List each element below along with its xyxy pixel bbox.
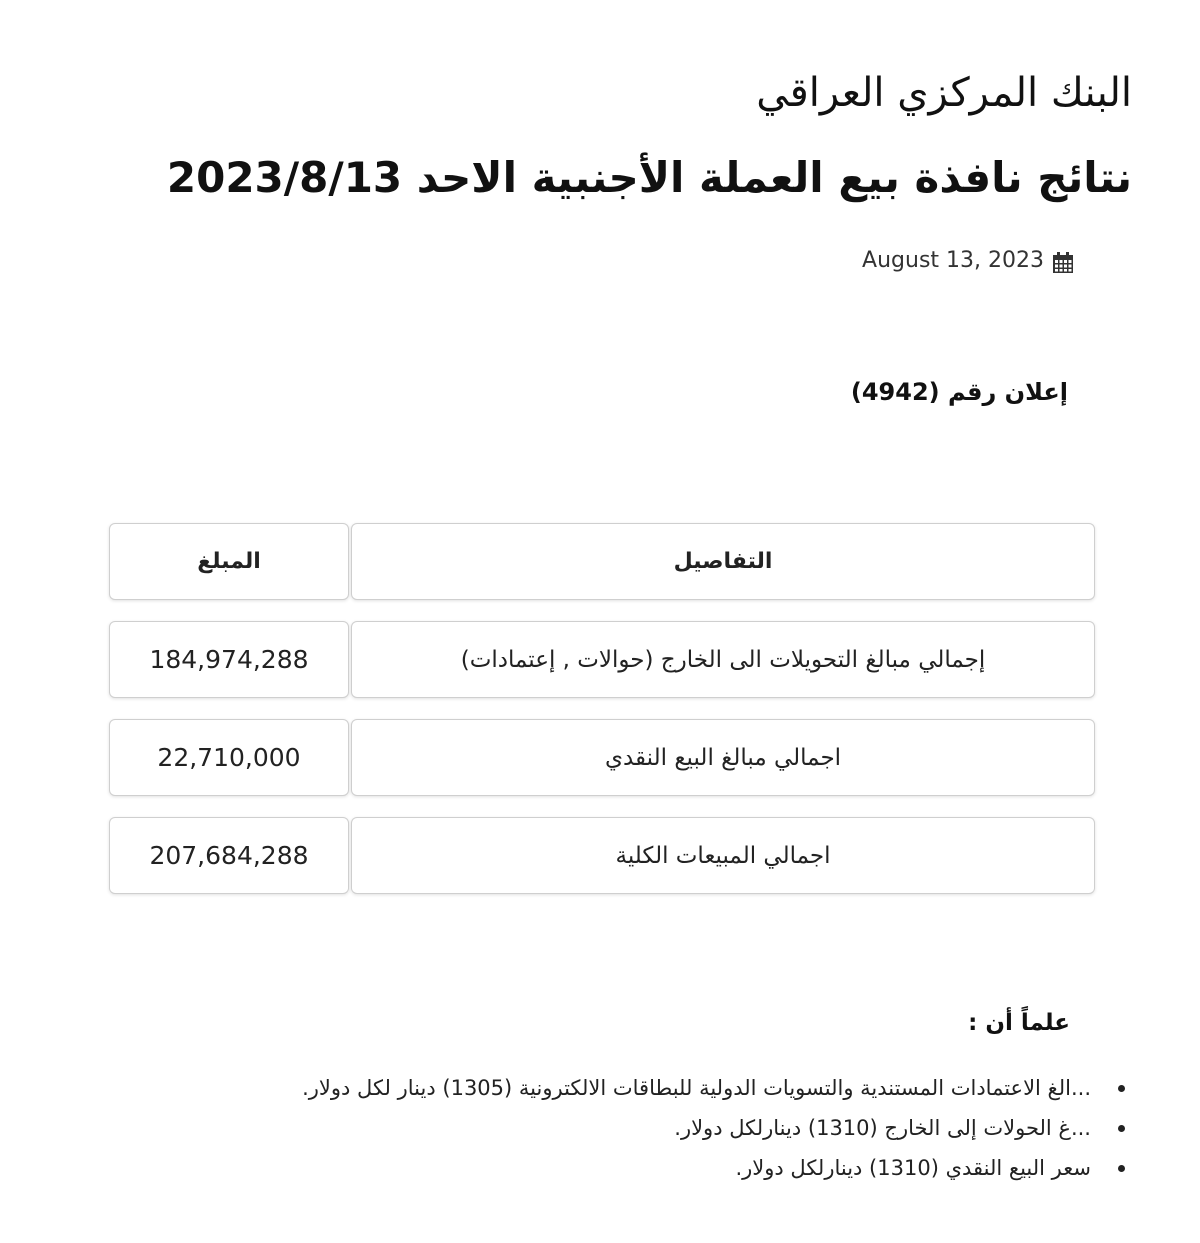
announcement-number: إعلان رقم (4942): [850, 378, 1068, 406]
table-row-details: إجمالي مبالغ التحويلات الى الخارج (حوالات , إعتمادات): [351, 621, 1095, 698]
bullet: [1118, 1085, 1125, 1092]
note-item: [125, 1148, 1125, 1188]
table-row-amount: 184,974,288: [109, 621, 349, 698]
calendar-icon: [1052, 252, 1074, 274]
note-item: [125, 1068, 1125, 1108]
notes-list: [125, 1068, 1125, 1188]
post-date: [862, 248, 1074, 273]
post-date-text: August 13, 2023: [862, 248, 1044, 273]
table-header-amount: المبلغ: [109, 523, 349, 600]
page-title: البنك المركزي العراقي: [756, 70, 1132, 116]
page-headline: نتائج نافذة بيع العملة الأجنبية الاحد 2023/8/13: [166, 153, 1132, 202]
note-text: ...الغ الاعتمادات المستندية والتسويات الدولية للبطاقات الالكترونية (1305) دينار لكل دولار.: [302, 1076, 1091, 1100]
bullet: [1118, 1165, 1125, 1172]
note-item: [125, 1108, 1125, 1148]
bullet: [1118, 1125, 1125, 1132]
note-text: ...غ الحولات إلى الخارج (1310) دينارلكل دولار.: [674, 1116, 1091, 1140]
table-row-amount: 207,684,288: [109, 817, 349, 894]
note-text: سعر البيع النقدي (1310) دينارلكل دولار.: [735, 1156, 1091, 1180]
notes-heading: علماً أن :: [968, 1010, 1070, 1036]
table-header-details: التفاصيل: [351, 523, 1095, 600]
table-row-details: اجمالي مبالغ البيع النقدي: [351, 719, 1095, 796]
table-row-amount: 22,710,000: [109, 719, 349, 796]
table-row-details: اجمالي المبيعات الكلية: [351, 817, 1095, 894]
